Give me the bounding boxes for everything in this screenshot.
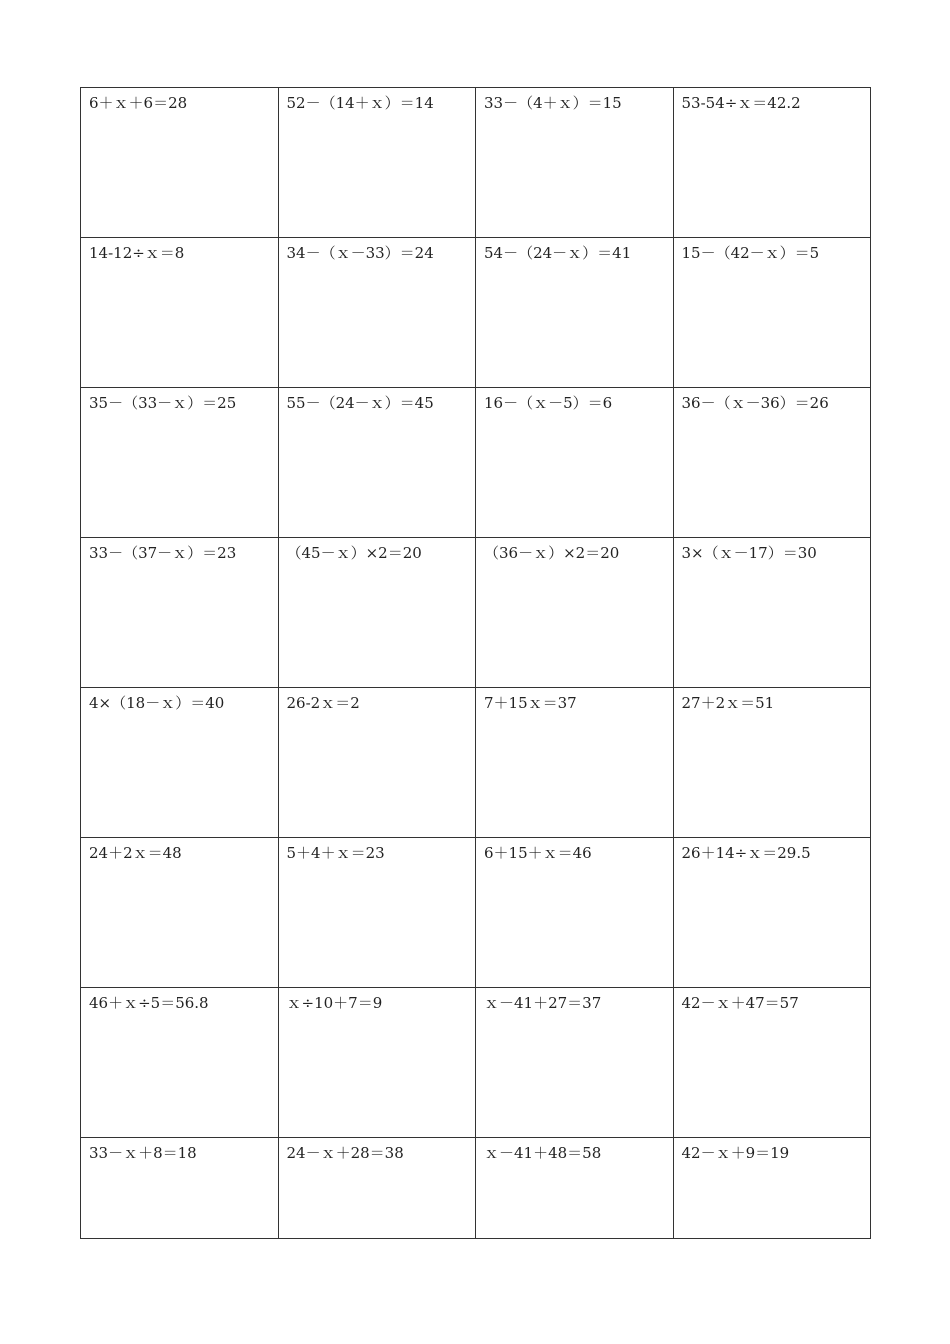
worksheet-row	[81, 388, 871, 538]
equation-text: 35－（33－ｘ）＝25	[89, 394, 237, 412]
problem-cell	[673, 88, 871, 238]
problem-cell	[476, 838, 674, 988]
problem-cell	[673, 388, 871, 538]
equation-text: 33－（4＋ｘ）＝15	[484, 94, 622, 112]
equation-text: 24＋2ｘ＝48	[89, 844, 182, 862]
equation-text: 16－（ｘ－5）＝6	[484, 394, 613, 412]
problem-cell	[81, 538, 279, 688]
equation-text: 24－ｘ＋28＝38	[286, 1144, 404, 1162]
problem-cell	[278, 88, 476, 238]
problem-cell	[81, 1138, 279, 1239]
problem-cell	[673, 688, 871, 838]
problem-cell	[476, 1138, 674, 1239]
worksheet-row	[81, 988, 871, 1138]
equation-text: 26＋14÷ｘ＝29.5	[681, 844, 811, 862]
equation-text: 42－ｘ＋9＝19	[681, 1144, 790, 1162]
problem-cell	[278, 988, 476, 1138]
equation-text: 54－（24－ｘ）＝41	[484, 244, 632, 262]
equation-text: 46＋ｘ÷5＝56.8	[89, 994, 209, 1012]
problem-cell	[673, 988, 871, 1138]
problem-cell	[476, 238, 674, 388]
equation-text: （36－ｘ）×2＝20	[484, 544, 620, 562]
problem-cell	[278, 238, 476, 388]
problem-cell	[81, 238, 279, 388]
problem-cell	[81, 88, 279, 238]
problem-cell	[278, 388, 476, 538]
problem-cell	[673, 838, 871, 988]
problem-cell	[278, 538, 476, 688]
equation-text: ｘ－41＋27＝37	[484, 994, 602, 1012]
problem-cell	[278, 838, 476, 988]
problem-cell	[476, 988, 674, 1138]
equation-text: 36－（ｘ－36）＝26	[681, 394, 829, 412]
problem-cell	[476, 688, 674, 838]
equation-text: 55－（24－ｘ）＝45	[286, 394, 434, 412]
equation-text: 6＋ｘ＋6＝28	[89, 94, 188, 112]
equation-text: 26-2ｘ＝2	[286, 694, 360, 712]
problem-cell	[81, 988, 279, 1138]
worksheet-row	[81, 88, 871, 238]
equation-text: 33－（37－ｘ）＝23	[89, 544, 237, 562]
equation-text: 52－（14＋ｘ）＝14	[286, 94, 434, 112]
problem-cell	[673, 538, 871, 688]
equation-text: 5＋4＋ｘ＝23	[286, 844, 385, 862]
worksheet-row	[81, 838, 871, 988]
worksheet-row	[81, 1138, 871, 1239]
equation-text: 7＋15ｘ＝37	[484, 694, 577, 712]
problem-cell	[81, 688, 279, 838]
problem-cell	[81, 838, 279, 988]
equation-text: 15－（42－ｘ）＝5	[681, 244, 820, 262]
equation-text: ｘ÷10＋7＝9	[286, 994, 383, 1012]
equation-text: 53-54÷ｘ＝42.2	[681, 94, 801, 112]
problem-cell	[673, 1138, 871, 1239]
equation-text: 3×（ｘ－17）＝30	[681, 544, 817, 562]
problem-cell	[278, 688, 476, 838]
equation-text: 14-12÷ｘ＝8	[89, 244, 185, 262]
problem-cell	[673, 238, 871, 388]
equation-text: 4×（18－ｘ）＝40	[89, 694, 225, 712]
worksheet-row	[81, 538, 871, 688]
equation-text: 34－（ｘ－33）＝24	[286, 244, 434, 262]
equation-text: 42－ｘ＋47＝57	[681, 994, 799, 1012]
worksheet-row	[81, 238, 871, 388]
problem-cell	[476, 388, 674, 538]
worksheet-row	[81, 688, 871, 838]
equation-text: （45－ｘ）×2＝20	[286, 544, 422, 562]
equation-worksheet-table	[80, 87, 871, 1239]
equation-text: 33－ｘ＋8＝18	[89, 1144, 197, 1162]
problem-cell	[476, 88, 674, 238]
equation-text: 6＋15＋ｘ＝46	[484, 844, 592, 862]
problem-cell	[476, 538, 674, 688]
equation-text: ｘ－41＋48＝58	[484, 1144, 602, 1162]
problem-cell	[278, 1138, 476, 1239]
problem-cell	[81, 388, 279, 538]
equation-text: 27＋2ｘ＝51	[681, 694, 775, 712]
